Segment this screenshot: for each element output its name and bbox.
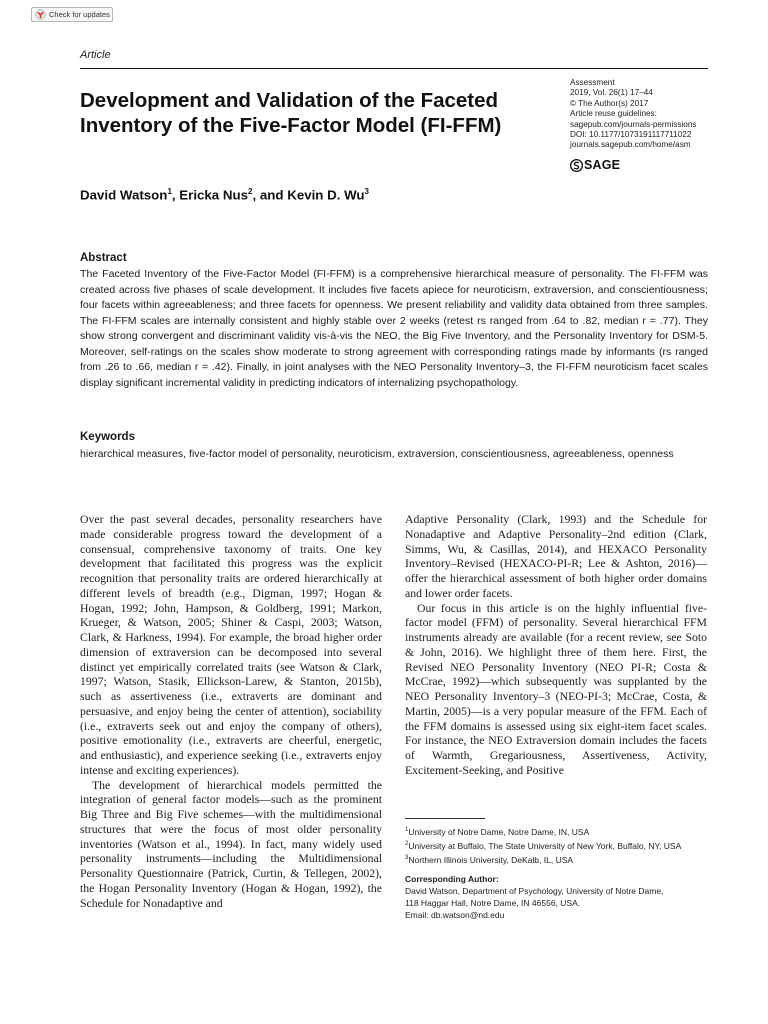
author-list <box>80 187 369 202</box>
footnote-divider <box>405 818 485 819</box>
author-separator: , and <box>252 187 288 203</box>
affiliation-number: 2 <box>405 840 409 847</box>
doi-link[interactable]: DOI: 10.1177/1073191117711022 <box>570 130 692 140</box>
body-column-left <box>80 513 382 911</box>
author-name: Ericka Nus <box>179 187 249 203</box>
affiliation-number: 1 <box>405 827 409 833</box>
copyright-line: © The Author(s) 2017 <box>570 98 649 108</box>
affiliation-number: 3 <box>405 854 409 861</box>
body-paragraph: The development of hierarchical models permitted the integration of general factor models—such as the prominent Big Three and Big Five schemes—with the multidimensional structures that were the focus of most older personality inventories (Watson et al., 1994). In fact, many widely used personality instruments—including the Multidimensional Personality Questionnaire (Patrick, Curtin, & Tellegen, 2002), the Hogan Personality Inventory (Hogan & Hogan, 1992), the Schedule for Nonadaptive and <box>80 778 382 910</box>
article-type-label: Article <box>80 49 111 61</box>
author-name: David Watson <box>80 187 168 203</box>
author-affiliation-number: 2 <box>248 187 253 196</box>
check-for-updates-button[interactable] <box>31 7 113 22</box>
corresponding-author-heading: Corresponding Author: <box>405 874 499 885</box>
journal-name: Assessment <box>570 78 615 87</box>
sage-logo-icon <box>570 159 583 172</box>
author-affiliation-number: 1 <box>167 187 172 196</box>
affiliation-note <box>405 838 707 852</box>
crossmark-icon <box>35 9 46 20</box>
publisher-logo <box>570 158 620 172</box>
body-paragraph: Over the past several decades, personality researchers have made considerable progress toward the development of a consensual, comprehensive taxonomy of traits. One key development that facilitated this progress was the explicit recognition that personality traits are ordered hierarchically at different levels of breadth (e.g., Digman, 1997; Hogan & Hogan, 1992; John, Hampson, & Goldberg, 1991; Markon, Krueger, & Watson, 2005; Shiner & Caspi, 2003; Watson, Clark, & Harkness, 1994). For example, the broad higher order dimension of extraversion can be decomposed into several distinct yet empirically correlated traits (see Watson & Clark, 1997; Watson, Stasik, Ellickson-Larew, & Stanton, 2015b), such as assertiveness (i.e., extraverts are dominant and persuasive, and enjoy being the center of attention), sociability (i.e., extraverts seek out and enjoy the company of others), positive emotionality (i.e., extraverts are cheerful, energetic, and enthusiastic), and experience seeking (i.e., extraverts enjoy intense and exciting experiences). <box>80 513 382 777</box>
abstract-heading: Abstract <box>80 252 127 264</box>
abstract-text: The Faceted Inventory of the Five-Factor Model (FI-FFM) is a comprehensive hierarchical measure of personality. The FI-FFM was created across five phases of scale development. It includes five facets apiece for neuroticism, extraversion, and conscientiousness; four facets within agreeableness; and three facets for openness. We present reliability and validity data obtained from three samples. The FI-FFM scales are internally consistent and highly stable over 2 weeks (retest rs ranged from .64 to .82, median r = .77). They show strong convergent and discriminant validity vis-à-vis the NEO, the Big Five Inventory, and the Personality Inventory for DSM-5. Moreover, self-ratings on the scales show moderate to strong agreement with corresponding ratings made by informants (rs ranged from .26 to .66, median r = .42). Finally, in joint analyses with the NEO Personality Inventory–3, the FI-FFM neuroticism facet scales display significant incremental validity in predicting indicators of internalizing psychopathology. <box>80 268 708 389</box>
author-affiliation-number: 3 <box>364 187 369 196</box>
journal-info <box>570 78 720 151</box>
affiliation-note <box>405 824 707 838</box>
footnotes <box>405 824 707 921</box>
affiliation-text: Northern Illinois University, DeKalb, IL, USA <box>408 854 574 865</box>
article-title: Development and Validation of the Faceted Inventory of the Five-Factor Model (FI-FFM) <box>80 89 502 137</box>
body-paragraph: Our focus in this article is on the highly influential five-factor model (FFM) of personality. Several hierarchical FFM instruments already are available (for a recent review, see Soto & John, 2016). We highlight three of them here. First, the Revised NEO Personality Inventory (NEO PI-R; Costa & McCrae, 1992)—which subsequently was supplanted by the NEO Personality Inventory–3 (NEO-PI-3; McCrae, Costa, & Martin, 2005)—is a very popular measure of the FFM. Each of the FFM domains is assessed using six eight-item facet scales. For instance, the NEO Extraversion domain includes the facets of Warmth, Gregariousness, Assertiveness, Activity, Excitement-Seeking, and Positive <box>405 601 707 777</box>
body-column-right <box>405 513 707 779</box>
header-divider <box>80 68 708 69</box>
affiliation-text: University at Buffalo, The State University of New York, Buffalo, NY, USA <box>408 840 682 851</box>
keywords-heading: Keywords <box>80 431 135 443</box>
journal-homepage-link[interactable]: journals.sagepub.com/home/asm <box>570 140 691 150</box>
publisher-name: SAGE <box>584 158 621 172</box>
author-separator: , <box>171 187 180 203</box>
keywords-text: hierarchical measures, five-factor model of personality, neuroticism, extraversion, conscientiousness, agreeableness, openness <box>80 448 674 460</box>
author-name: Kevin D. Wu <box>287 187 365 203</box>
reuse-guidelines-label: Article reuse guidelines: <box>570 109 657 119</box>
check-for-updates-label: Check for updates <box>49 10 110 19</box>
permissions-link[interactable]: sagepub.com/journals-permissions <box>570 119 697 129</box>
affiliation-text: University of Notre Dame, Notre Dame, IN, USA <box>408 826 590 837</box>
corresponding-author-line: 118 Haggar Hall, Notre Dame, IN 46556, USA. <box>405 898 581 909</box>
journal-volume: 2019, Vol. 26(1) 17–44 <box>570 88 653 98</box>
corresponding-author-email[interactable]: Email: db.watson@nd.edu <box>405 910 505 921</box>
body-paragraph: Adaptive Personality (Clark, 1993) and the Schedule for Nonadaptive and Adaptive Personality–2nd edition (Clark, Simms, Wu, & Casillas, 2014), and HEXACO Personality Inventory–Revised (HEXACO-PI-R; Lee & Ashton, 2016)—offer the hierarchical assessment of both higher order domains and lower order facets. <box>405 513 707 600</box>
affiliation-note <box>405 852 707 866</box>
corresponding-author-line: David Watson, Department of Psychology, University of Notre Dame, <box>405 886 664 897</box>
